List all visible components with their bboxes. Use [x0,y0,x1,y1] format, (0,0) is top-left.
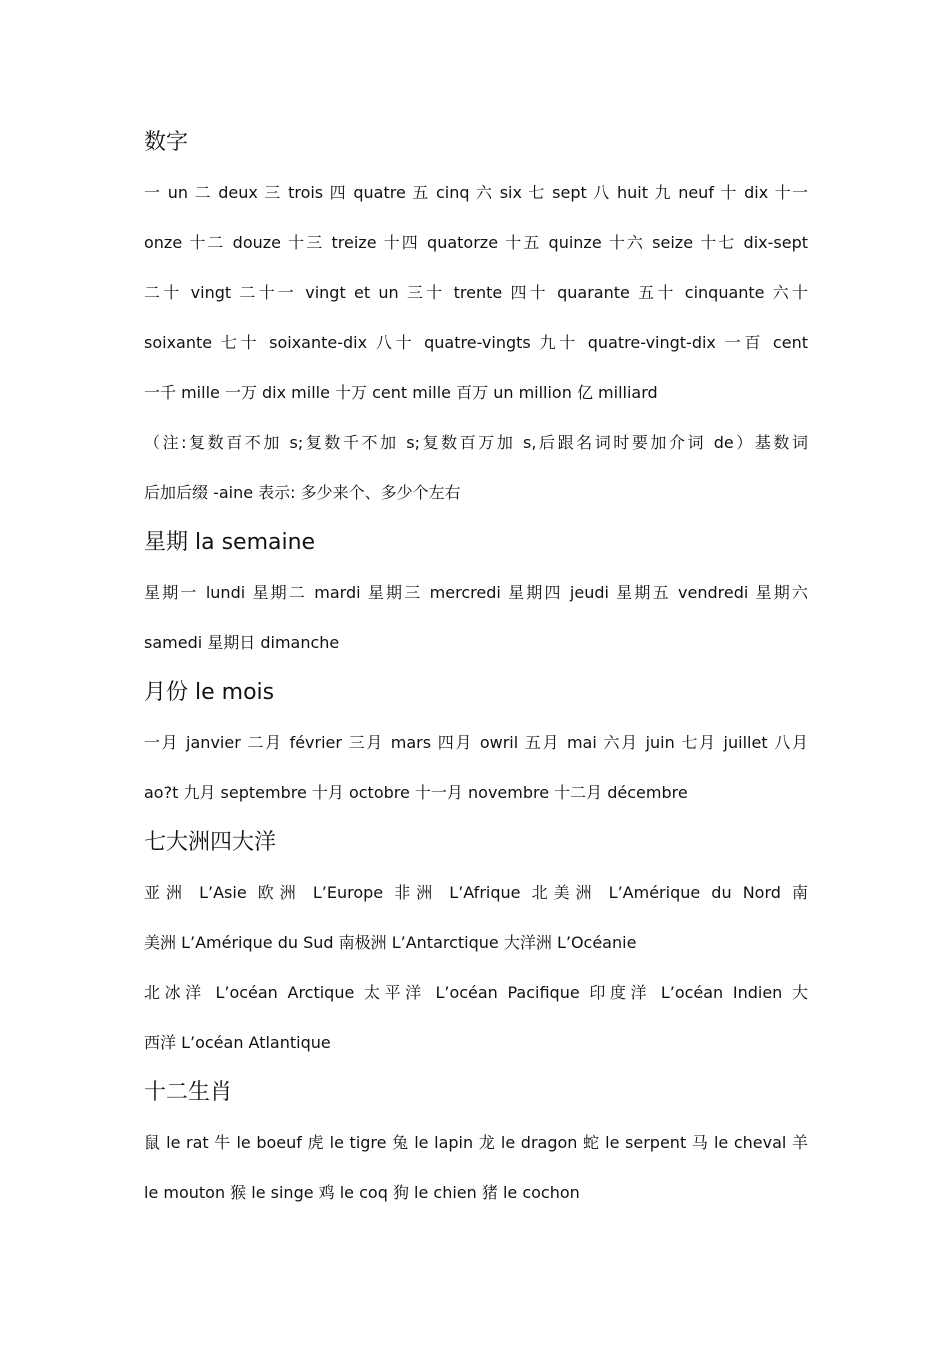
text-line: 一 un 二 deux 三 trois 四 quatre 五 cinq 六 six 七 sept 八 huit 九 neuf 十 dix 十一 [144,183,808,202]
text-line: soixante 七十 soixante-dix 八十 quatre-vingts 九十 quatre-vingt-dix 一百 cent [144,333,808,352]
paragraph-zodiac [144,1118,808,1218]
document-page [144,118,808,1218]
text-line: 亚洲 L’Asie 欧洲 L’Europe 非洲 L’Afrique 北美洲 L’Amérique du Nord 南 [144,883,808,902]
text-line: ao?t 九月 septembre 十月 octobre 十一月 novembre 十二月 décembre [144,783,688,802]
text-line: 北冰洋 L’océan Arctique 太平洋 L’océan Pacifique 印度洋 L’océan Indien 大 [144,983,808,1002]
text-line: le mouton 猴 le singe 鸡 le coq 狗 le chien 猪 le cochon [144,1183,580,1202]
text-line: onze 十二 douze 十三 treize 十四 quatorze 十五 quinze 十六 seize 十七 dix-sept [144,233,808,252]
text-line: 西洋 L’océan Atlantique [144,1033,331,1052]
paragraph-continents [144,868,808,968]
section-heading-zodiac: 十二生肖 [144,1080,233,1105]
paragraph-oceans [144,968,808,1068]
text-line: 二十 vingt 二十一 vingt et un 三十 trente 四十 quarante 五十 cinquante 六十 [144,283,808,302]
paragraph-week [144,568,808,668]
text-line: 美洲 L’Amérique du Sud 南极洲 L’Antarctique 大洋洲 L’Océanie [144,933,637,952]
paragraph-months [144,718,808,818]
paragraph-numbers [144,168,808,418]
text-line: （注:复数百不加 s;复数千不加 s;复数百万加 s,后跟名词时要加介词 de）基数词 [144,433,808,452]
text-line: 后加后缀 -aine 表示: 多少来个、多少个左右 [144,483,461,502]
text-line: 一千 mille 一万 dix mille 十万 cent mille 百万 un million 亿 milliard [144,383,658,402]
text-line: samedi 星期日 dimanche [144,633,340,652]
text-line: 一月 janvier 二月 février 三月 mars 四月 owril 五月 mai 六月 juin 七月 juillet 八月 [144,733,808,752]
section-heading-numbers: 数字 [144,130,189,155]
paragraph-numbers-note [144,418,808,518]
section-heading-week: 星期 la semaine [144,530,316,555]
section-heading-continents: 七大洲四大洋 [144,830,277,855]
text-line: 鼠 le rat 牛 le boeuf 虎 le tigre 兔 le lapin 龙 le dragon 蛇 le serpent 马 le cheval 羊 [144,1133,808,1152]
section-heading-months: 月份 le mois [144,680,275,705]
text-line: 星期一 lundi 星期二 mardi 星期三 mercredi 星期四 jeudi 星期五 vendredi 星期六 [144,583,808,602]
